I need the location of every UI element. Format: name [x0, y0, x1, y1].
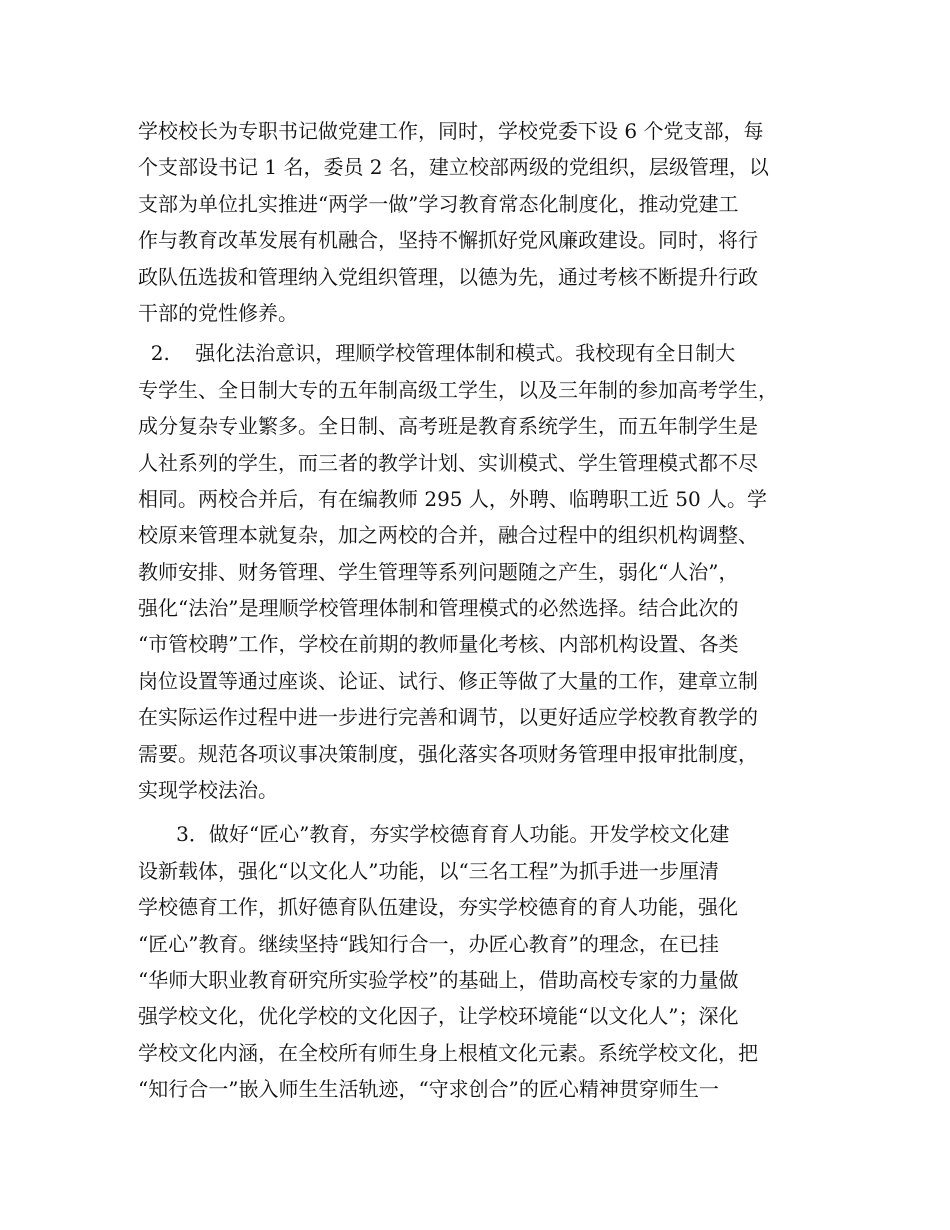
- paragraph-rule-of-law: [138, 335, 828, 808]
- text-line: 专学生、全日制大专的五年制高级工学生，以及三年制的参加高考学生，: [138, 377, 778, 402]
- text-line: 强化“法治”是理顺学校管理体制和管理模式的必然选择。结合此次的: [138, 596, 739, 621]
- text-line: 校原来管理本就复杂，加之两校的合并，融合过程中的组织机构调整、: [138, 523, 758, 548]
- text-line: 支部为单位扎实推进“两学一做”学习教育常态化制度化，推动党建工: [138, 191, 739, 216]
- text-line: 实现学校法治。: [138, 778, 278, 803]
- paragraph-party-building: [138, 113, 828, 331]
- text-line: 强学校文化，优化学校的文化因子，让学校环境能“以文化人”；深化: [138, 1004, 739, 1029]
- text-line: 学校德育工作，抓好德育队伍建设，夯实学校德育的育人功能，强化: [138, 895, 738, 920]
- text-line: 学校文化内涵，在全校所有师生身上根植文化元素。系统学校文化，把: [138, 1040, 758, 1065]
- text-line: “市管校聘”工作，学校在前期的教师量化考核、内部机构设置、各类: [138, 632, 739, 657]
- text-line: 在实际运作过程中进一步进行完善和调节，以更好适应学校教育教学的: [138, 705, 758, 730]
- paragraph-craftsmanship-education: [138, 816, 828, 1107]
- text-line: 设新载体，强化“以文化人”功能，以“三名工程”为抓手进一步厘清: [138, 858, 719, 883]
- text-line: “知行合一”嵌入师生生活轨迹，“守求创合”的匠心精神贯穿师生一: [138, 1077, 719, 1102]
- text-line: 相同。两校合并后，有在编教师 295 人，外聘、临聘职工近 50 人。学: [138, 486, 768, 511]
- text-line: 2. 强化法治意识，理顺学校管理体制和模式。我校现有全日制大: [138, 341, 736, 366]
- text-line: 3．做好“匠心”教育，夯实学校德育育人功能。开发学校文化建: [138, 822, 730, 847]
- text-line: 政队伍选拔和管理纳入党组织管理，以德为先，通过考核不断提升行政: [138, 264, 758, 289]
- text-line: 成分复杂专业繁多。全日制、高考班是教育系统学生，而五年制学生是: [138, 414, 758, 439]
- text-line: 学校校长为专职书记做党建工作，同时，学校党委下设 6 个党支部，每: [138, 119, 764, 143]
- text-line: 教师安排、财务管理、学生管理等系列问题随之产生，弱化“人治”，: [138, 559, 739, 584]
- text-line: 干部的党性修养。: [138, 300, 298, 325]
- text-line: “华师大职业教育研究所实验学校”的基础上，借助高校专家的力量做: [138, 967, 739, 992]
- text-line: 人社系列的学生，而三者的教学计划、实训模式、学生管理模式都不尽: [138, 450, 758, 475]
- text-line: 作与教育改革发展有机融合，坚持不懈抓好党风廉政建设。同时，将行: [138, 228, 758, 253]
- text-line: 岗位设置等通过座谈、论证、试行、修正等做了大量的工作，建章立制: [138, 668, 758, 693]
- document-body: [138, 113, 828, 1108]
- text-line: 个支部设书记 1 名，委员 2 名，建立校部两级的党组织，层级管理，以: [138, 155, 769, 180]
- text-line: “匠心”教育。继续坚持“践知行合一，办匠心教育”的理念，在已挂: [138, 931, 719, 956]
- text-line: 需要。规范各项议事决策制度，强化落实各项财务管理申报审批制度，: [138, 741, 758, 766]
